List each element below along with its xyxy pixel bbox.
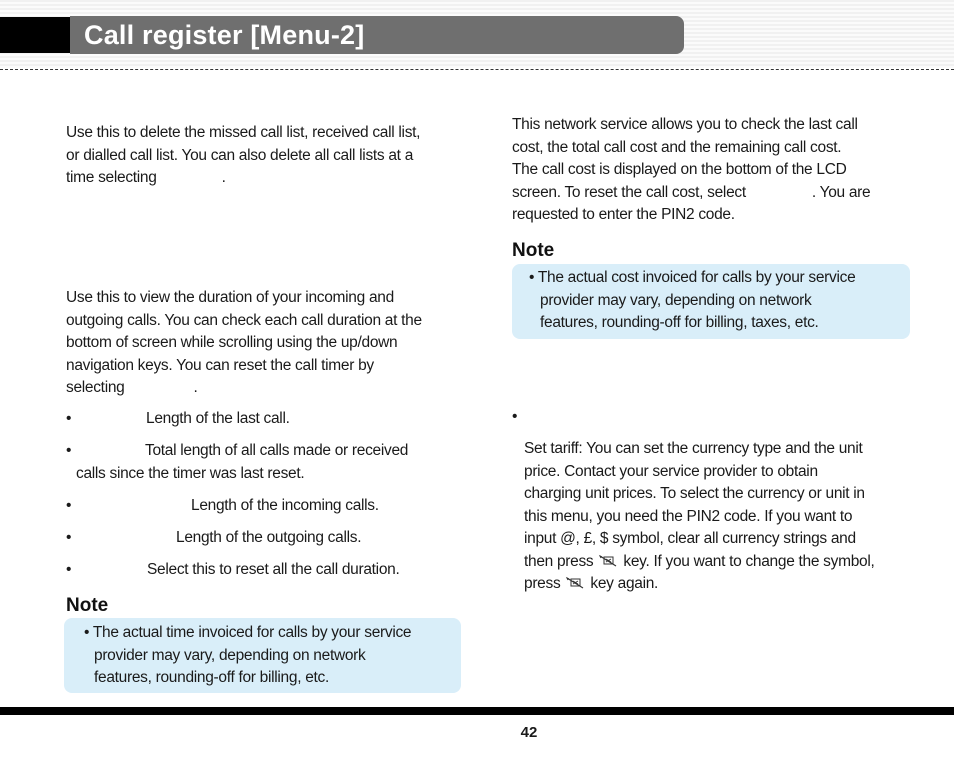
bullet-dot: • — [66, 497, 72, 514]
note-text — [529, 267, 855, 335]
list-item — [66, 495, 466, 519]
text-line — [524, 573, 875, 596]
bullet-text: Length of the last call. — [146, 410, 290, 427]
text-fragment: selecting — [66, 379, 125, 396]
text-fragment: time selecting — [66, 169, 157, 186]
bullet-text: Length of the incoming calls. — [191, 497, 379, 514]
text-line: Use this to view the duration of your incoming and — [66, 289, 394, 306]
text-line — [524, 551, 875, 574]
text-fragment: key. If you want to change the symbol, — [623, 552, 875, 570]
note-heading: Note — [512, 240, 555, 261]
text-fragment: . — [221, 169, 226, 186]
text-fragment: key again. — [590, 575, 659, 592]
note-line: features, rounding-off for billing, etc. — [94, 669, 329, 686]
bullet-dot: • — [66, 442, 72, 459]
bullet-text: Total length of all calls made or received — [145, 442, 409, 459]
list-item — [66, 408, 466, 432]
text-fragment: screen. To reset the call cost, select — [512, 183, 746, 201]
note-line: • The actual time invoiced for calls by your service — [84, 624, 412, 641]
page-number: 42 — [520, 724, 538, 741]
title-accent-block — [0, 17, 70, 53]
text-line: Use this to delete the missed call list, received call list, — [66, 124, 421, 141]
bullet-dot: • — [66, 561, 72, 578]
note-line: • The actual cost invoiced for calls by your service — [529, 269, 856, 286]
text-line: bottom of screen while scrolling using the up/down — [66, 334, 398, 351]
bullet-continuation: calls since the timer was last reset. — [76, 465, 305, 482]
duration-paragraph — [66, 287, 422, 400]
text-line: cost, the total call cost and the remaining call cost. — [512, 138, 842, 156]
note-box — [512, 264, 910, 339]
text-line — [512, 182, 870, 205]
tariff-paragraph — [524, 438, 875, 596]
list-item — [66, 559, 466, 583]
note-box — [64, 618, 461, 693]
text-line: input @, £, $ symbol, clear all currency strings and — [524, 530, 856, 547]
text-line: or dialled call list. You can also delete all call lists at a — [66, 146, 414, 164]
text-fragment: . — [193, 379, 198, 396]
list-item — [66, 440, 466, 486]
text-line: Set tariff: You can set the currency type and the unit — [524, 440, 863, 457]
text-fragment: then press — [524, 552, 594, 570]
cost-paragraph — [512, 114, 870, 227]
bullet-dot: • — [66, 529, 72, 546]
bullet-dot: • — [66, 410, 72, 427]
page-title: Call register [Menu-2] — [84, 20, 365, 50]
note-line: provider may vary, depending on network — [94, 646, 366, 664]
note-heading: Note — [66, 595, 109, 616]
text-line — [66, 167, 420, 190]
text-line: price. Contact your service provider to obtain — [524, 462, 818, 480]
text-line: charging unit prices. To select the currency or unit in — [524, 485, 865, 502]
note-text — [84, 622, 411, 690]
note-line: provider may vary, depending on network — [540, 291, 812, 309]
bullet-text: Length of the outgoing calls. — [176, 529, 362, 546]
text-line: this menu, you need the PIN2 code. If you want to — [524, 507, 853, 525]
list-item — [66, 527, 466, 551]
footer-bar — [0, 707, 954, 715]
delete-paragraph — [66, 122, 420, 190]
bullet-text: Select this to reset all the call duration. — [147, 561, 400, 578]
text-line: requested to enter the PIN2 code. — [512, 206, 735, 223]
text-fragment: . You are — [811, 183, 871, 201]
text-line: navigation keys. You can reset the call timer by — [66, 356, 374, 374]
text-line: This network service allows you to check the last call — [512, 116, 858, 133]
text-fragment: press — [524, 575, 561, 592]
header-divider — [0, 69, 954, 70]
note-line: features, rounding-off for billing, taxes, etc. — [540, 314, 819, 331]
clear-key-icon — [564, 575, 586, 599]
text-line: outgoing calls. You can check each call duration at the — [66, 311, 422, 329]
text-line: The call cost is displayed on the bottom of the LCD — [512, 161, 847, 178]
bullet-dot: • — [512, 408, 518, 425]
text-line — [66, 377, 422, 400]
